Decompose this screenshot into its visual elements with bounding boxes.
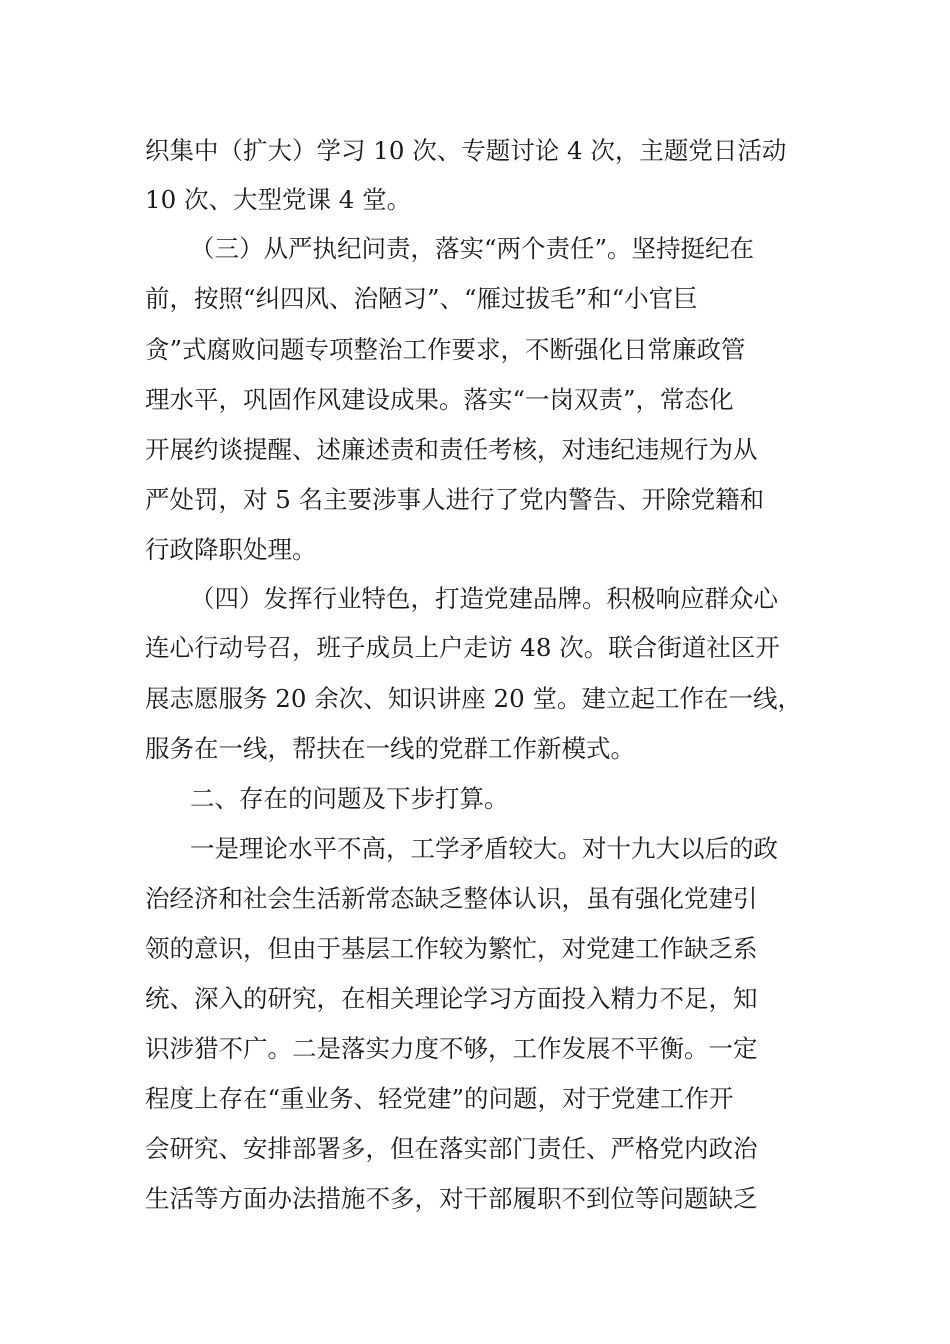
text-line: 理水平，巩固作风建设成果。落实“一岗双责”，常态化 bbox=[145, 385, 734, 414]
text-line: 识涉猎不广。二是落实力度不够，工作发展不平衡。一定 bbox=[145, 1034, 758, 1063]
paragraph-heading: （三）从严执纪问责，落实“两个责任”。坚持挺纪在 bbox=[190, 234, 755, 263]
text-line: 行政降职处理。 bbox=[145, 535, 317, 564]
text-line: 程度上存在“重业务、轻党建”的问题，对于党建工作开 bbox=[145, 1084, 734, 1113]
text-line: 一是理论水平不高，工学矛盾较大。对十九大以后的政 bbox=[190, 834, 778, 863]
text-line: 领的意识，但由于基层工作较为繁忙，对党建工作缺乏系 bbox=[145, 934, 758, 963]
text-line: 严处罚，对 5 名主要涉事人进行了党内警告、开除党籍和 bbox=[145, 485, 765, 514]
text-line: 连心行动号召，班子成员上户走访 48 次。联合街道社区开 bbox=[145, 633, 780, 662]
text-line: 贪”式腐败问题专项整治工作要求，不断强化日常廉政管 bbox=[145, 335, 746, 364]
section-heading: 二、存在的问题及下步打算。 bbox=[190, 784, 509, 813]
text-line: 织集中（扩大）学习 10 次、专题讨论 4 次，主题党日活动 bbox=[145, 136, 787, 165]
text-line: 服务在一线，帮扶在一线的党群工作新模式。 bbox=[145, 734, 635, 763]
paragraph-heading: （四）发挥行业特色，打造党建品牌。积极响应群众心 bbox=[190, 584, 778, 613]
text-line: 治经济和社会生活新常态缺乏整体认识，虽有强化党建引 bbox=[145, 884, 758, 913]
text-line: 前，按照“纠四风、治陋习”、“雁过拔毛”和“小官巨 bbox=[145, 284, 698, 313]
text-line: 10 次、大型党课 4 堂。 bbox=[145, 185, 412, 214]
text-line: 开展约谈提醒、述廉述责和责任考核，对违纪违规行为从 bbox=[145, 435, 758, 464]
text-line: 生活等方面办法措施不多，对干部履职不到位等问题缺乏 bbox=[145, 1184, 758, 1213]
text-line: 会研究、安排部署多，但在落实部门责任、严格党内政治 bbox=[145, 1134, 758, 1163]
text-line: 展志愿服务 20 余次、知识讲座 20 堂。建立起工作在一线， bbox=[145, 684, 802, 713]
text-line: 统、深入的研究，在相关理论学习方面投入精力不足，知 bbox=[145, 984, 758, 1013]
